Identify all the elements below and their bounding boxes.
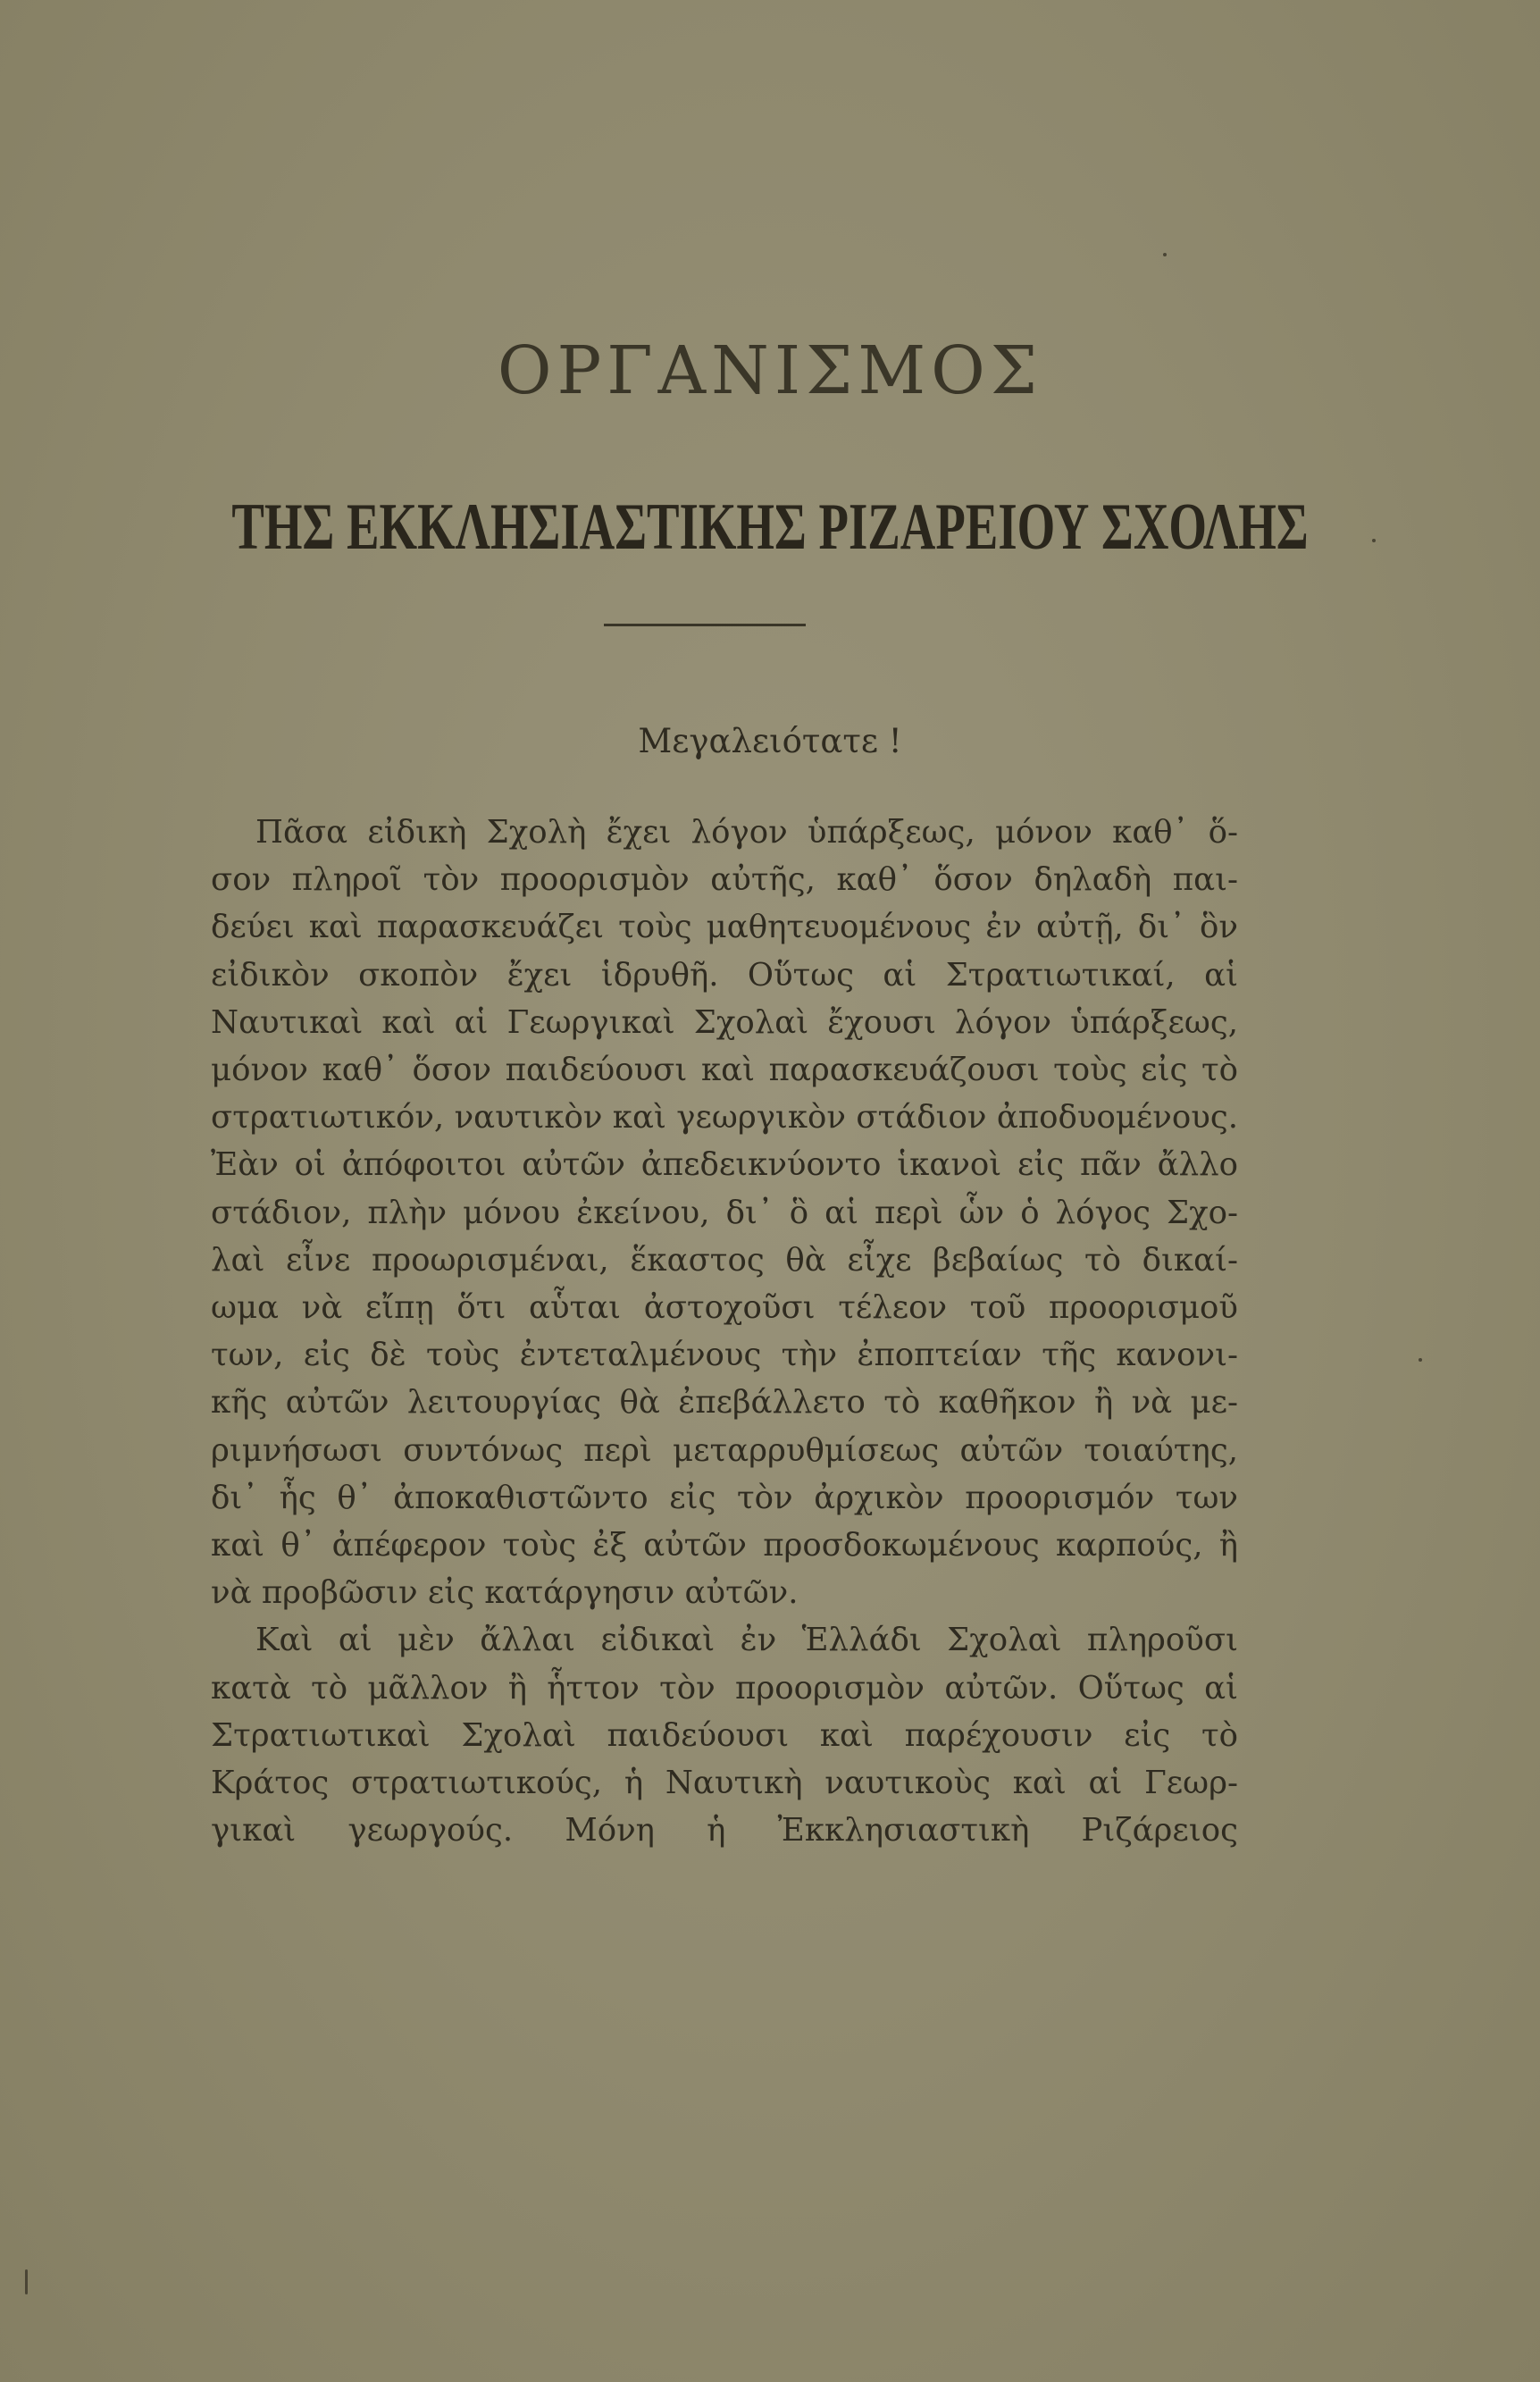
text-line: Καὶ αἱ μὲν ἄλλαι εἰδικαὶ ἐν Ἑλλάδι Σχολαὶ πληροῦσι	[255, 1622, 1238, 1659]
paper-speck	[1419, 1358, 1422, 1362]
text-line: σον πληροῖ τὸν προορισμὸν αὐτῆς, καθ᾿ ὅσον δηλαδὴ παι-	[211, 861, 1238, 899]
text-line: Ναυτικαὶ καὶ αἱ Γεωργικαὶ Σχολαὶ ἔχουσι λόγον ὑπάρξεως,	[211, 1003, 1238, 1041]
text-line: κατὰ τὸ μᾶλλον ἢ ἧττον τὸν προορισμὸν αὐτῶν. Οὕτως αἱ	[211, 1669, 1238, 1707]
text-line: νὰ προβῶσιν εἰς κατάργησιν αὐτῶν.	[211, 1574, 799, 1612]
text-line: καὶ θ᾿ ἀπέφερον τοὺς ἐξ αὐτῶν προσδοκωμένους καρπούς, ἢ	[211, 1527, 1238, 1564]
text-line: κῆς αὐτῶν λειτουργίας θὰ ἐπεβάλλετο τὸ καθῆκον ἢ νὰ με-	[211, 1384, 1238, 1422]
text-line: δι᾿ ἧς θ᾿ ἀποκαθιστῶντο εἰς τὸν ἀρχικὸν προορισμόν των	[211, 1479, 1238, 1516]
paper-speck	[1163, 253, 1167, 256]
document-title: ΟΡΓΑΝΙΣΜΟΣ	[497, 332, 1043, 409]
text-line: ριμνήσωσι συντόνως περὶ μεταρρυθμίσεως αὐτῶν τοιαύτης,	[211, 1431, 1238, 1469]
text-line: στάδιον, πλὴν μόνου ἐκείνου, δι᾿ ὃ αἱ περὶ ὧν ὁ λόγος Σχο-	[211, 1194, 1238, 1231]
text-line: λαὶ εἶνε προωρισμέναι, ἕκαστος θὰ εἶχε βεβαίως τὸ δικαί-	[211, 1241, 1238, 1279]
text-line: μόνον καθ᾿ ὅσον παιδεύουσι καὶ παρασκευάζουσι τοὺς εἰς τὸ	[211, 1052, 1238, 1089]
paper-speck	[1372, 539, 1376, 542]
text-line: Ἐὰν οἱ ἀπόφοιτοι αὐτῶν ἀπεδεικνύοντο ἱκανοὶ εἰς πᾶν ἄλλο	[211, 1146, 1238, 1184]
text-line: γικαὶ γεωργούς. Μόνη ἡ Ἐκκλησιαστικὴ Ριζάρειος	[211, 1812, 1238, 1849]
document-subtitle: ΤΗΣ ΕΚΚΛΗΣΙΑΣΤΙΚΗΣ ΡΙΖΑΡΕΙΟΥ ΣΧΟΛΗΣ	[231, 491, 1309, 564]
text-line: δεύει καὶ παρασκευάζει τοὺς μαθητευομένους ἐν αὐτῇ, δι᾿ ὃν	[211, 909, 1238, 946]
text-line: Κράτος στρατιωτικούς, ἡ Ναυτικὴ ναυτικοὺς καὶ αἱ Γεωρ-	[211, 1765, 1238, 1802]
text-line: των, εἰς δὲ τοὺς ἐντεταλμένους τὴν ἐποπτείαν τῆς κανονι-	[211, 1337, 1238, 1374]
text-line: Πᾶσα εἰδικὴ Σχολὴ ἔχει λόγον ὑπάρξεως, μόνον καθ᾿ ὅ-	[255, 814, 1238, 851]
text-line: Στρατιωτικαὶ Σχολαὶ παιδεύουσι καὶ παρέχουσιν εἰς τὸ	[211, 1716, 1238, 1754]
text-line: ωμα νὰ εἴπῃ ὅτι αὗται ἀστοχοῦσι τέλεον τοῦ προορισμοῦ	[211, 1289, 1238, 1327]
text-line: εἰδικὸν σκοπὸν ἔχει ἱδρυθῆ. Οὕτως αἱ Στρατιωτικαί, αἱ	[211, 956, 1238, 994]
salutation: Μεγαλειότατε !	[638, 722, 902, 760]
text-line: στρατιωτικόν, ναυτικὸν καὶ γεωργικὸν στάδιον ἀποδυομένους.	[211, 1099, 1238, 1136]
body-text	[211, 809, 1238, 1854]
title-divider	[604, 624, 806, 626]
paper-speck	[25, 2269, 28, 2294]
